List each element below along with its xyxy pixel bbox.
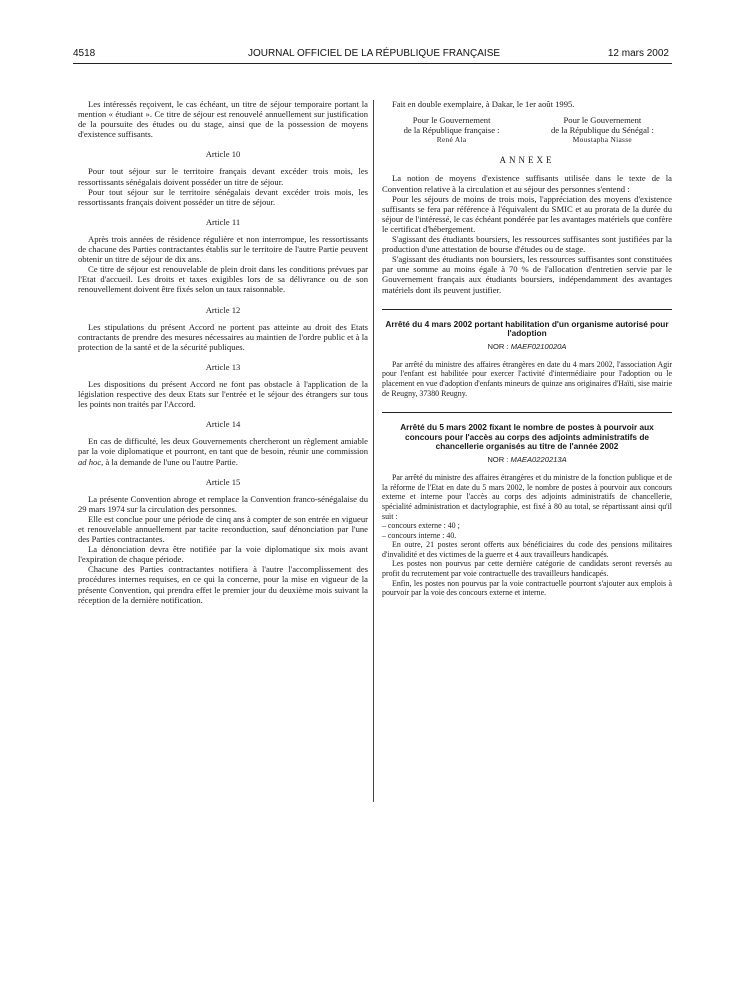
article-11-paragraph: Après trois années de résidence régulière et non interrompue, les ressortissants de chacune des Parties contractantes établis sur le territoire de l'autre Partie peuvent obtenir un titre de séjour de dix ans.: [78, 233, 368, 265]
nor-code: MAEA0220213A: [510, 455, 567, 465]
header-rule: [73, 63, 672, 64]
signature-line: Pour le Gouvernement: [412, 115, 491, 126]
arrete-paragraph: Par arrêté du ministre des affaires étrangères en date du 4 mars 2002, l'association Agir pour l'enfant est habilitée pour exercer l'activité d'intermédiaire pour l'adoption ou le placement en vue d'adoption d'enfants mineurs de quinze ans originaires d'Haïti, sise mairie de Reugny, 37380 Reugny.: [382, 359, 672, 398]
nor-label: NOR :: [487, 341, 511, 351]
signature-france: [382, 115, 521, 145]
signature-senegal: [533, 115, 672, 145]
signature-line: Pour le Gouvernement: [563, 115, 642, 126]
article-15-paragraph: Chacune des Parties contractantes notifiera à l'autre l'accomplissement des procédures internes requises, en ce qui la concerne, pour la mise en vigueur de la présente Convention, qui prendra effet le premier jour du deuxième mois suivant la réception de la dernière notification.: [78, 564, 368, 605]
intro-paragraph: Les intéressés reçoivent, le cas échéant, un titre de séjour temporaire portant la mention « étudiant ». Ce titre de séjour est renouvelé annuellement sur justification de la poursuite des études ou du stage, ainsi que de la possession de moyens d'existence suffisants.: [78, 99, 368, 140]
article-13-title: Article 13: [205, 361, 241, 372]
nor-label: NOR :: [487, 455, 511, 465]
column-divider: [373, 100, 374, 802]
nor-reference: [382, 455, 672, 465]
arrete-body: [382, 473, 672, 598]
page-number: 4518: [73, 48, 96, 59]
article-14-text-a: En cas de difficulté, les deux Gouvernements chercheront un règlement amiable par la voie diplomatique et pourront, en tant que de besoin, réunir une commission: [78, 436, 368, 457]
right-column: [382, 99, 672, 598]
article-10-paragraph: Pour tout séjour sur le territoire français devant excéder trois mois, les ressortissants sénégalais doivent posséder un titre de séjour.: [78, 166, 368, 187]
article-11-paragraph: Ce titre de séjour est renouvelable de plein droit dans les conditions prévues par l'Etat d'accueil. Les droits et taxes exigibles lors de sa délivrance ou de son renouvellement doivent être fixés selon un taux raisonnable.: [78, 264, 368, 295]
article-10-paragraph: Pour tout séjour sur le territoire sénégalais devant excéder trois mois, les ressortissants français doivent posséder un titre de séjour.: [78, 186, 368, 207]
article-12-paragraph: Les stipulations du présent Accord ne portent pas atteinte au droit des Etats contractants de prendre des mesures nécessaires au maintien de l'ordre public et à la protection de la santé et de la sécurité publiques.: [78, 321, 368, 352]
arrete-paragraph: En outre, 21 postes seront offerts aux bénéficiaires du code des pensions militaires d'invalidité et des victimes de la guerre et 4 aux travailleurs handicapés.: [382, 540, 672, 559]
article-15-title: Article 15: [205, 476, 241, 487]
done-at-line: Fait en double exemplaire, à Dakar, le 1er août 1995.: [392, 99, 575, 109]
arrete-body: [382, 360, 672, 398]
list-item: – concours externe : 40 ;: [382, 521, 460, 531]
signature-line: de la République française :: [403, 125, 500, 136]
journal-title: JOURNAL OFFICIEL DE LA RÉPUBLIQUE FRANÇAISE: [247, 48, 501, 59]
article-15-paragraph: La dénonciation devra être notifiée par la voie diplomatique six mois avant l'expiration de chaque période.: [78, 544, 368, 565]
signatory-name: René Ala: [436, 135, 467, 145]
ad-hoc-term: ad hoc: [78, 456, 102, 467]
arrete-paragraph: Enfin, les postes non pourvus par la voie contractuelle pourront s'ajouter aux emplois à pourvoir par la voie des concours externe et interne.: [382, 578, 672, 598]
arrete-title: Arrêté du 5 mars 2002 fixant le nombre de postes à pourvoir aux concours pour l'accès au corps des adjoints administratifs de chancellerie organisés au titre de l'année 2002: [400, 422, 654, 452]
list-item: – concours interne : 40.: [382, 530, 457, 540]
annexe-paragraph: S'agissant des étudiants boursiers, les ressources suffisantes sont justifiées par la production d'une attestation de bourse d'études ou de stage.: [382, 234, 672, 255]
signature-block: [382, 115, 672, 145]
arrete-title: Arrêté du 4 mars 2002 portant habilitation d'un organisme autorisé pour l'adoption: [385, 318, 669, 339]
left-column: [78, 99, 368, 605]
article-15-paragraph: Elle est conclue pour une période de cinq ans à compter de son entrée en vigueur et renouvelable annuellement par tacite reconduction, sauf dénonciation par l'une des Parties contractantes.: [78, 513, 368, 545]
article-12-title: Article 12: [205, 304, 241, 315]
signature-line: de la République du Sénégal :: [550, 125, 654, 136]
annexe-paragraph: Pour les séjours de moins de trois mois, l'appréciation des moyens d'existence suffisants se fera par référence à l'équivalent du SMIC et au prorata de la durée du séjour de l'intéressé, le cas échéant pondérée par les avantages matériels que confère le certificat d'hébergement.: [382, 193, 673, 234]
article-14-text-b: , à la demande de l'une ou l'autre Partie.: [101, 456, 238, 467]
article-15-paragraph: La présente Convention abroge et remplace la Convention franco-sénégalaise du 29 mars 1974 sur la circulation des personnes.: [78, 493, 368, 514]
signatory-name: Moustapha Niasse: [572, 135, 632, 145]
annexe-paragraph: La notion de moyens d'existence suffisants utilisée dans le texte de la Convention relative à la circulation et au séjour des personnes s'entend :: [382, 173, 672, 194]
article-14-paragraph: [78, 436, 368, 466]
annexe-paragraph: S'agissant des étudiants non boursiers, les ressources suffisantes sont constituées par une somme au moins égale à 70 % de l'allocation d'entretien servie par le Gouvernement français aux étudiants boursiers, indépendamment des avantages matériels dont ils peuvent justifier.: [382, 254, 672, 295]
article-13-paragraph: Les dispositions du présent Accord ne font pas obstacle à l'application de la législation respective des deux Etats sur l'entrée et le séjour des étrangers sur tous les points non traités par l'Accord.: [78, 378, 368, 410]
nor-code: MAEF0210020A: [510, 341, 567, 351]
arrete-paragraph: Les postes non pourvus par cette dernière catégorie de candidats seront reversés au profit du recrutement par voie contractuelle des travailleurs handicapés.: [382, 559, 672, 579]
annexe-title: ANNEXE: [499, 155, 555, 166]
issue-date: 12 mars 2002: [607, 48, 669, 59]
article-10-title: Article 10: [205, 149, 241, 160]
section-separator: [382, 412, 672, 413]
nor-reference: [382, 342, 672, 352]
section-separator: [382, 309, 672, 310]
arrete-paragraph: Par arrêté du ministre des affaires étrangères et du ministre de la fonction publique et de la réforme de l'Etat en date du 5 mars 2002, le nombre de postes à pourvoir aux concours externe et interne pour l'accès au corps des adjoints administratifs de chancellerie, spécialité administration et dactylographie, est fixé à 80 au total, se répartissant ainsi qu'il suit :: [382, 473, 672, 521]
article-11-title: Article 11: [205, 216, 241, 227]
article-14-title: Article 14: [205, 419, 241, 430]
